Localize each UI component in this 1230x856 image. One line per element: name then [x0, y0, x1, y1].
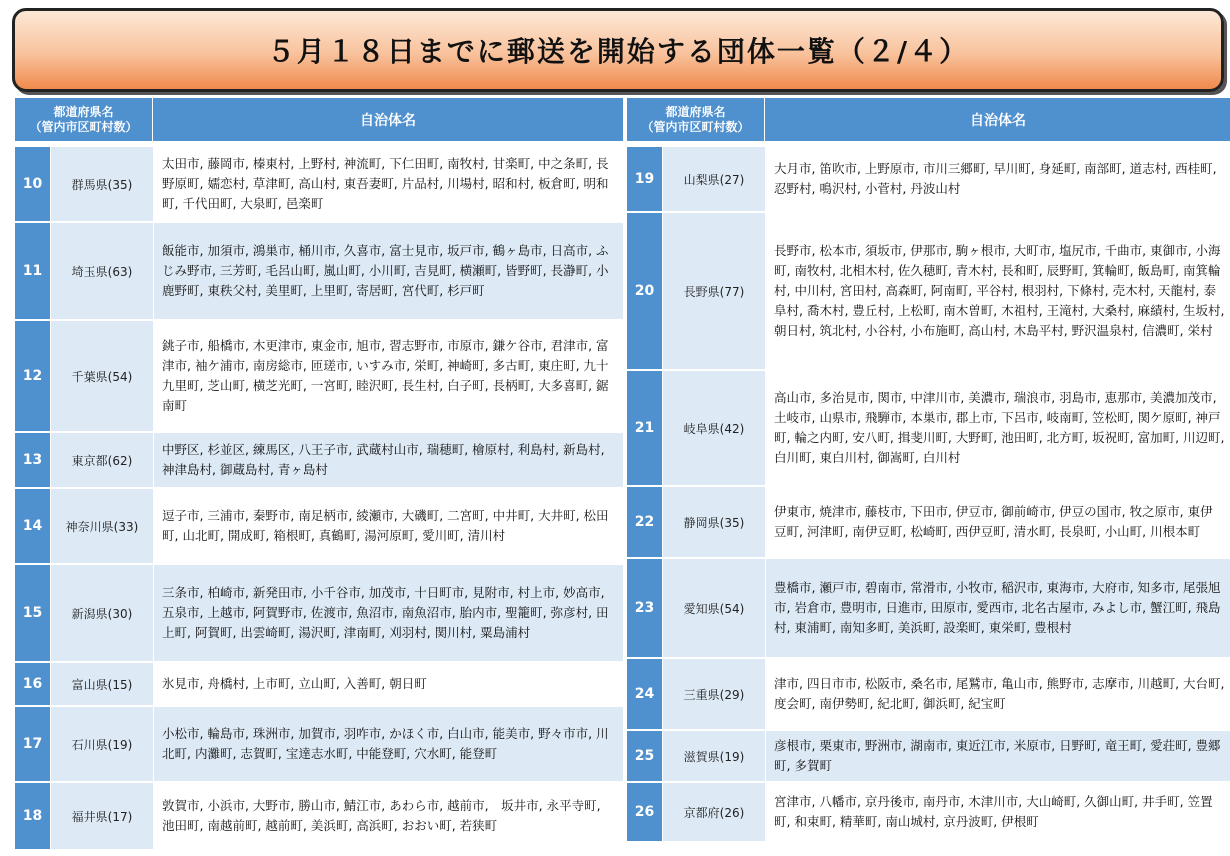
row-number: 10 [15, 147, 51, 221]
municipality-list: 氷見市, 舟橋村, 上市町, 立山町, 入善町, 朝日町 [154, 663, 623, 705]
prefecture-name: 愛知県(54) [663, 559, 766, 657]
prefecture-name: 静岡県(35) [663, 487, 766, 557]
prefecture-name: 長野県(77) [663, 213, 766, 369]
prefecture-name: 山梨県(27) [663, 147, 766, 211]
row-number: 23 [627, 559, 663, 657]
table-header [627, 98, 1230, 141]
row-number: 20 [627, 213, 663, 369]
muni-header: 自治体名 [970, 112, 1026, 129]
table-row [627, 783, 1230, 843]
prefecture-name: 富山県(15) [51, 663, 154, 705]
prefecture-name: 新潟県(30) [51, 565, 154, 661]
table-row [15, 223, 623, 321]
prefecture-name: 東京都(62) [51, 433, 154, 487]
prefecture-name: 三重県(29) [663, 659, 766, 729]
right-table [627, 98, 1230, 843]
municipality-list: 太田市, 藤岡市, 榛東村, 上野村, 神流町, 下仁田町, 南牧村, 甘楽町, 中之条町, 長野原町, 嬬恋村, 草津町, 高山村, 東吾妻町, 片品村, 川場村, 昭和村, 板倉町, 明和町, 千代田町, 大泉町, 邑楽町 [154, 147, 623, 221]
row-number: 22 [627, 487, 663, 557]
pref-header [15, 98, 153, 141]
table-row [15, 707, 623, 783]
row-number: 17 [15, 707, 51, 781]
muni-header: 自治体名 [360, 112, 416, 129]
prefecture-name: 福井県(17) [51, 783, 154, 849]
table-row [15, 565, 623, 663]
pref-header-line1: 都道府県名 [53, 104, 114, 119]
title-banner [12, 8, 1224, 92]
municipality-list: 逗子市, 三浦市, 秦野市, 南足柄市, 綾瀬市, 大磯町, 二宮町, 中井町, 大井町, 松田町, 山北町, 開成町, 箱根町, 真鶴町, 湯河原町, 愛川町, 清川村 [154, 489, 623, 563]
row-number: 15 [15, 565, 51, 661]
prefecture-name: 千葉県(54) [51, 321, 154, 431]
table-row [627, 731, 1230, 783]
municipality-list: 敦賀市, 小浜市, 大野市, 勝山市, 鯖江市, あわら市, 越前市, 坂井市, 永平寺町, 池田町, 南越前町, 越前町, 美浜町, 高浜町, おおい町, 若狭町 [154, 783, 623, 849]
table-row [627, 213, 1230, 371]
row-number: 16 [15, 663, 51, 705]
table-row [627, 659, 1230, 731]
row-number: 21 [627, 371, 663, 485]
municipality-list: 小松市, 輪島市, 珠洲市, 加賀市, 羽咋市, かほく市, 白山市, 能美市, 野々市市, 川北町, 内灘町, 志賀町, 宝達志水町, 中能登町, 穴水町, 能登町 [154, 707, 623, 781]
prefecture-name: 岐阜県(42) [663, 371, 766, 485]
row-number: 12 [15, 321, 51, 431]
row-number: 24 [627, 659, 663, 729]
row-number: 14 [15, 489, 51, 563]
table-row [627, 371, 1230, 487]
row-number: 25 [627, 731, 663, 781]
municipality-list: 高山市, 多治見市, 関市, 中津川市, 美濃市, 瑞浪市, 羽島市, 恵那市, 美濃加茂市, 土岐市, 山県市, 飛騨市, 本巣市, 郡上市, 下呂市, 岐南町, 笠松町, 関ケ原町, 神戸町, 輪之内町, 安八町, 揖斐川町, 大野町, 池田町, 北方町, 坂祝町, 富加町, 川辺町, 白川町, 東白川村, 御嵩町, 白川村 [766, 371, 1230, 485]
prefecture-name: 京都府(26) [663, 783, 766, 841]
table-row [15, 489, 623, 565]
prefecture-name: 神奈川県(33) [51, 489, 154, 563]
table-row [627, 487, 1230, 559]
row-number: 19 [627, 147, 663, 211]
table-row [15, 147, 623, 223]
table-row [15, 321, 623, 433]
municipality-list: 豊橋市, 瀬戸市, 碧南市, 常滑市, 小牧市, 稲沢市, 東海市, 大府市, 知多市, 尾張旭市, 岩倉市, 豊明市, 日進市, 田原市, 愛西市, 北名古屋市, みよし市, 蟹江町, 飛島村, 東浦町, 南知多町, 美浜町, 設楽町, 東栄町, 豊根村 [766, 559, 1230, 657]
table-row [15, 663, 623, 707]
prefecture-name: 滋賀県(19) [663, 731, 766, 781]
municipality-list: 中野区, 杉並区, 練馬区, 八王子市, 武蔵村山市, 瑞穂町, 檜原村, 利島村, 新島村, 神津島村, 御蔵島村, 青ヶ島村 [154, 433, 623, 487]
municipality-list: 長野市, 松本市, 須坂市, 伊那市, 駒ヶ根市, 大町市, 塩尻市, 千曲市, 東御市, 小海町, 南牧村, 北相木村, 佐久穂町, 青木村, 長和町, 辰野町, 箕輪町, 飯島町, 南箕輪村, 中川村, 宮田村, 高森町, 阿南町, 平谷村, 根羽村, 下條村, 売木村, 天龍村, 泰阜村, 喬木村, 豊丘村, 上松町, 南木曽町, 木祖村, 王滝村, 大桑村, 麻績村, 生坂村, 朝日村, 筑北村, 小谷村, 小布施町, 高山村, 木島平村, 野沢温泉村, 信濃町, 栄村 [766, 213, 1230, 369]
pref-header-line2: （管内市区町村数） [641, 119, 750, 134]
page-title: ５月１８日までに郵送を開始する団体一覧（２/４） [266, 35, 970, 68]
prefecture-name: 埼玉県(63) [51, 223, 154, 319]
municipality-list: 銚子市, 船橋市, 木更津市, 東金市, 旭市, 習志野市, 市原市, 鎌ケ谷市, 君津市, 富津市, 袖ケ浦市, 南房総市, 匝瑳市, いすみ市, 栄町, 神崎町, 多古町, 東庄町, 九十九里町, 芝山町, 横芝光町, 一宮町, 睦沢町, 長生村, 白子町, 長柄町, 大多喜町, 鋸南町 [154, 321, 623, 431]
table-row [627, 559, 1230, 659]
table-row [627, 147, 1230, 213]
row-number: 26 [627, 783, 663, 841]
municipality-list: 津市, 四日市市, 松阪市, 桑名市, 尾鷲市, 亀山市, 熊野市, 志摩市, 川越町, 大台町, 度会町, 南伊勢町, 紀北町, 御浜町, 紀宝町 [766, 659, 1230, 729]
pref-header-line1: 都道府県名 [665, 104, 726, 119]
municipality-list: 飯能市, 加須市, 鴻巣市, 桶川市, 久喜市, 富士見市, 坂戸市, 鶴ヶ島市, 日高市, ふじみ野市, 三芳町, 毛呂山町, 嵐山町, 小川町, 吉見町, 横瀬町, 皆野町, 長瀞町, 小鹿野町, 東秩父村, 美里町, 上里町, 寄居町, 宮代町, 杉戸町 [154, 223, 623, 319]
table-header [15, 98, 623, 141]
prefecture-name: 群馬県(35) [51, 147, 154, 221]
prefecture-name: 石川県(19) [51, 707, 154, 781]
row-number: 13 [15, 433, 51, 487]
municipality-list: 彦根市, 栗東市, 野洲市, 湖南市, 東近江市, 米原市, 日野町, 竜王町, 愛荘町, 豊郷町, 多賀町 [766, 731, 1230, 781]
row-number: 18 [15, 783, 51, 849]
pref-header [627, 98, 765, 141]
pref-header-line2: （管内市区町村数） [29, 119, 138, 134]
table-row [15, 783, 623, 851]
municipality-list: 伊東市, 焼津市, 藤枝市, 下田市, 伊豆市, 御前崎市, 伊豆の国市, 牧之原市, 東伊豆町, 河津町, 南伊豆町, 松崎町, 西伊豆町, 清水町, 長泉町, 小山町, 川根本町 [766, 487, 1230, 557]
municipality-list: 宮津市, 八幡市, 京丹後市, 南丹市, 木津川市, 大山崎町, 久御山町, 井手町, 笠置町, 和束町, 精華町, 南山城村, 京丹波町, 伊根町 [766, 783, 1230, 841]
table-row [15, 433, 623, 489]
row-number: 11 [15, 223, 51, 319]
municipality-list: 三条市, 柏崎市, 新発田市, 小千谷市, 加茂市, 十日町市, 見附市, 村上市, 妙高市, 五泉市, 上越市, 阿賀野市, 佐渡市, 魚沼市, 南魚沼市, 胎内市, 聖籠町, 弥彦村, 田上町, 阿賀町, 出雲崎町, 湯沢町, 津南町, 刈羽村, 関川村, 粟島浦村 [154, 565, 623, 661]
left-table [15, 98, 623, 851]
municipality-list: 大月市, 笛吹市, 上野原市, 市川三郷町, 早川町, 身延町, 南部町, 道志村, 西桂町, 忍野村, 鳴沢村, 小菅村, 丹波山村 [766, 147, 1230, 211]
